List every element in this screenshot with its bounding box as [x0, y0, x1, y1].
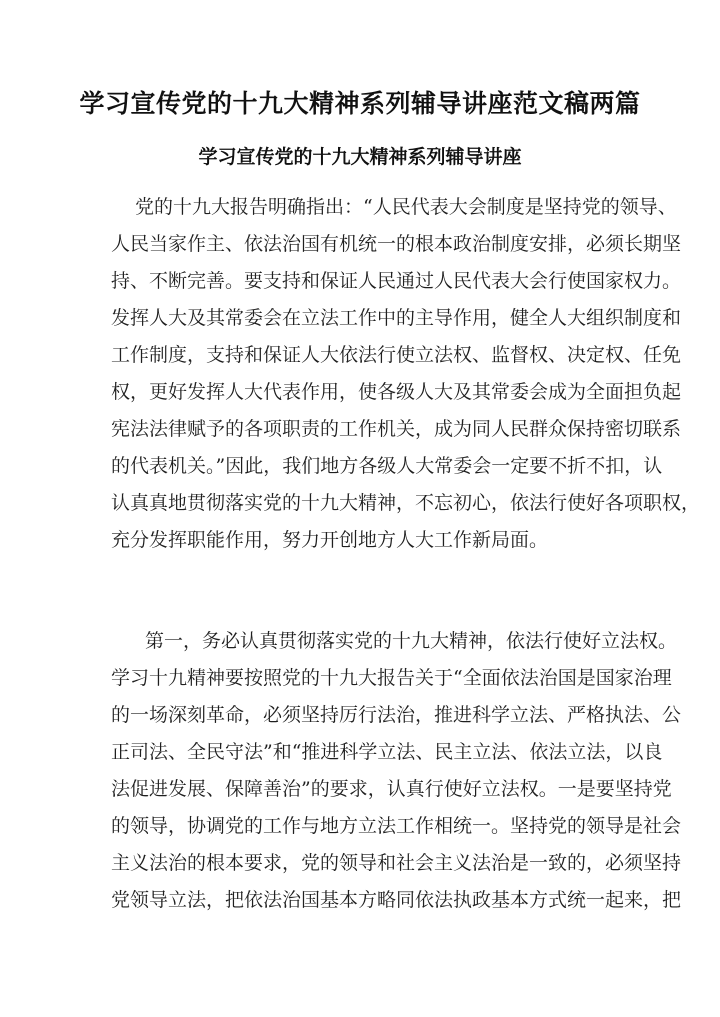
paragraph-line: 的领导，协调党的工作与地方立法工作相统一。坚持党的领导是社会 [111, 815, 682, 837]
paragraph-line: 正司法、全民守法”和“推进科学立法、民主立法、依法立法，以良 [111, 741, 663, 763]
paragraph-line: 党的十九大报告明确指出：“人民代表大会制度是坚持党的领导、 [135, 196, 677, 218]
paragraph-line: 的一场深刻革命，必须坚持厉行法治，推进科学立法、严格执法、公 [111, 704, 682, 726]
paragraph-line: 权，更好发挥人大代表作用，使各级人大及其常委会成为全面担负起 [111, 381, 682, 403]
paragraph-line: 宪法法律赋予的各项职责的工作机关，成为同人民群众保持密切联系 [111, 418, 682, 440]
paragraph-line: 工作制度，支持和保证人大依法行使立法权、监督权、决定权、任免 [111, 344, 682, 366]
paragraph-line: 主义法治的根本要求，党的领导和社会主义法治是一致的，必须坚持 [111, 852, 682, 874]
paragraph-line: 党领导立法，把依法治国基本方略同依法执政基本方式统一起来，把 [111, 889, 682, 911]
document-title: 学习宣传党的十九大精神系列辅导讲座范文稿两篇 [79, 89, 641, 118]
paragraph-line: 法促进发展、保障善治”的要求，认真行使好立法权。一是要坚持党 [111, 778, 672, 800]
document-subtitle: 学习宣传党的十九大精神系列辅导讲座 [198, 146, 522, 168]
paragraph-line: 发挥人大及其常委会在立法工作中的主导作用，健全人大组织制度和 [111, 307, 682, 329]
paragraph-line: 第一，务必认真贯彻落实党的十九大精神，依法行使好立法权。 [145, 630, 678, 652]
paragraph-line: 人民当家作主、依法治国有机统一的根本政治制度安排，必须长期坚 [111, 233, 682, 255]
paragraph-line: 学习十九精神要按照党的十九大报告关于“全面依法治国是国家治理 [111, 667, 672, 689]
paragraph-line: 充分发挥职能作用，努力开创地方人大工作新局面。 [111, 529, 549, 551]
paragraph-line: 的代表机关。”因此，我们地方各级人大常委会一定要不折不扣，认 [111, 455, 663, 477]
paragraph-line: 认真真地贯彻落实党的十九大精神，不忘初心，依法行使好各项职权， [111, 492, 701, 514]
paragraph-line: 持、不断完善。要支持和保证人民通过人民代表大会行使国家权力。 [111, 270, 682, 292]
